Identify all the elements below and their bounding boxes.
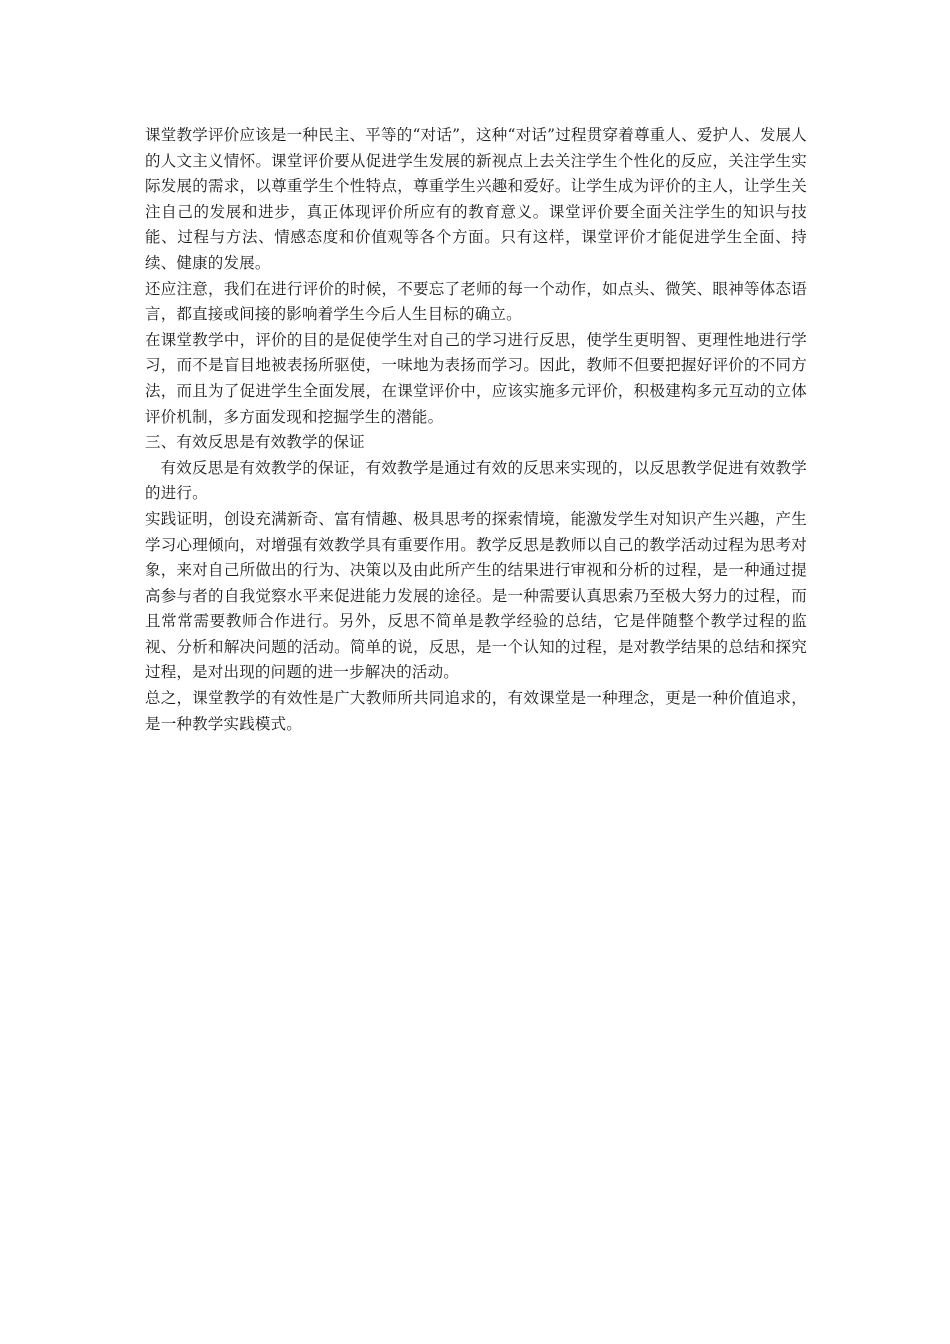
paragraph-reflection-guarantee: 有效反思是有效教学的保证，有效教学是通过有效的反思来实现的，以反思教学促进有效教学的进行。 <box>145 458 807 503</box>
paragraph-practice-proof: 实践证明，创设充满新奇、富有情趣、极具思考的探索情境，能激发学生对知识产生兴趣，产生学习心理倾向，对增强有效教学具有重要作用。教学反思是教师以自己的教学活动过程为思考对象，来对自己所做出的行为、决策以及由此所产生的结果进行审视和分析的过程，是一种通过提高参与者的自我觉察水平来促进能力发展的途径。是一种需要认真思索乃至极大努力的过程，而且常常需要教师合作进行。另外，反思不简单是教学经验的总结，它是伴随整个教学过程的监视、分析和解决问题的活动。简单的说，反思，是一个认知的过程，是对教学结果的总结和探究过程，是对出现的问题的进一步解决的活动。 <box>145 509 807 682</box>
paragraph-evaluation-dialogue: 课堂教学评价应该是一种民主、平等的“对话”，这种“对话”过程贯穿着尊重人、爱护人、发展人的人文主义情怀。课堂评价要从促进学生发展的新视点上去关注学生个性化的反应，关注学生实际发展的需求，以尊重学生个性特点，尊重学生兴趣和爱好。让学生成为评价的主人，让学生关注自己的发展和进步，真正体现评价所应有的教育意义。课堂评价要全面关注学生的知识与技能、过程与方法、情感态度和价值观等各个方面。只有这样，课堂评价才能促进学生全面、持续、健康的发展。 <box>145 126 807 272</box>
paragraph-evaluation-purpose: 在课堂教学中，评价的目的是促使学生对自己的学习进行反思，使学生更明智、更理性地进行学习，而不是盲目地被表扬所驱使，一味地为表扬而学习。因此，教师不但要把握好评价的不同方法，而且为了促进学生全面发展，在课堂评价中，应该实施多元评价，积极建构多元互动的立体评价机制，多方面发现和挖掘学生的潜能。 <box>145 330 807 426</box>
paragraph-conclusion: 总之，课堂教学的有效性是广大教师所共同追求的，有效课堂是一种理念，更是一种价值追求，是一种教学实践模式。 <box>145 689 807 733</box>
paragraph-body-language: 还应注意，我们在进行评价的时候，不要忘了老师的每一个动作，如点头、微笑、眼神等体态语言，都直接或间接的影响着学生今后人生目标的确立。 <box>145 279 807 324</box>
document-body <box>145 123 807 737</box>
section-heading-reflection: 三、有效反思是有效教学的保证 <box>145 433 365 452</box>
